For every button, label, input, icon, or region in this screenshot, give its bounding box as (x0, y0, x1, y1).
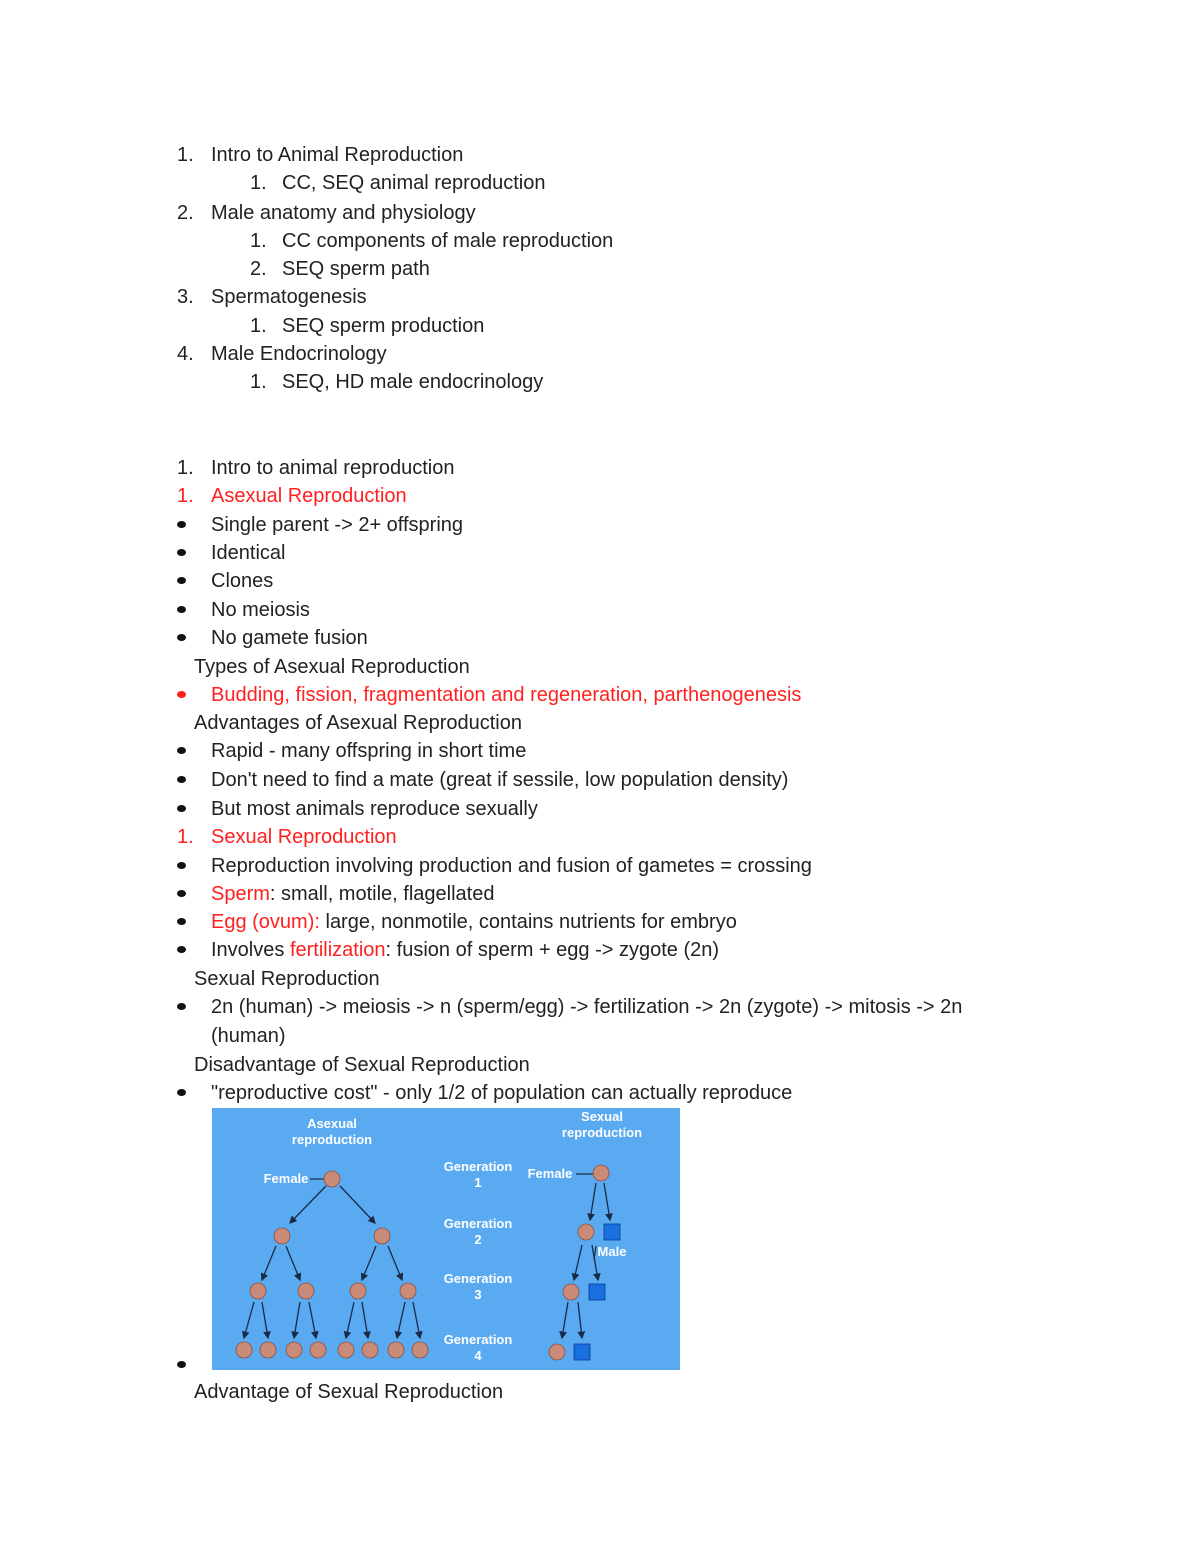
sexual-title: reproduction (561, 1125, 643, 1140)
female-individual (310, 1342, 326, 1358)
female-individual (578, 1224, 594, 1240)
outline-num: 1. (177, 144, 194, 166)
female-individual (350, 1283, 366, 1299)
term-egg: Egg (ovum): (211, 911, 320, 933)
bullet-icon (177, 1361, 186, 1368)
bullet-text-continued: (human) (211, 1025, 286, 1047)
female-individual (362, 1342, 378, 1358)
generation-label: Generation (443, 1332, 513, 1347)
reproduction-diagram (212, 1108, 680, 1370)
female-label: Female (527, 1166, 573, 1181)
outline-num: 2. (250, 258, 267, 280)
female-individual (412, 1342, 428, 1358)
male-individual (574, 1344, 590, 1360)
term-definition: large, nonmotile, contains nutrients for embryo (319, 911, 737, 933)
outline-num: 2. (177, 202, 194, 224)
bullet-icon (177, 862, 186, 869)
outline-num: 4. (177, 343, 194, 365)
female-individual (563, 1284, 579, 1300)
bullet-text: Rapid - many offspring in short time (211, 740, 527, 762)
outline-item: Male Endocrinology (211, 343, 387, 365)
bullet-text (211, 910, 737, 934)
outline-item: Male anatomy and physiology (211, 202, 476, 224)
sexual-heading: Sexual Reproduction (211, 826, 397, 848)
bullet-icon (177, 606, 186, 613)
section-heading: Intro to animal reproduction (211, 457, 455, 479)
bullet-text: "reproductive cost" - only 1/2 of population can actually reproduce (211, 1082, 793, 1104)
female-individual (260, 1342, 276, 1358)
bullet-icon (177, 918, 186, 925)
outline-subitem: CC, SEQ animal reproduction (282, 172, 546, 194)
bullet-icon (177, 890, 186, 897)
bullet-icon (177, 805, 186, 812)
subheading: Types of Asexual Reproduction (194, 656, 470, 678)
outline-num: 1. (250, 371, 267, 393)
female-individual (250, 1283, 266, 1299)
bullet-text: Clones (211, 570, 274, 592)
outline-num: 1. (250, 172, 267, 194)
outline-num: 1. (250, 230, 267, 252)
female-individual (236, 1342, 252, 1358)
bullet-text: Don't need to find a mate (great if sessile, low population density) (211, 769, 789, 791)
bullet-text (211, 882, 494, 906)
bullet-text: Reproduction involving production and fusion of gametes = crossing (211, 855, 812, 877)
bullet-icon (177, 1089, 186, 1096)
female-label: Female (263, 1171, 309, 1186)
outline-item: Intro to Animal Reproduction (211, 144, 464, 166)
female-individual (388, 1342, 404, 1358)
outline-subitem: SEQ, HD male endocrinology (282, 371, 544, 393)
bullet-text: 2n (human) -> meiosis -> n (sperm/egg) -> fertilization -> 2n (zygote) -> mitosis -> 2n (211, 996, 963, 1018)
subheading: Advantage of Sexual Reproduction (194, 1381, 504, 1403)
subheading: Advantages of Asexual Reproduction (194, 712, 522, 734)
section-num: 1. (177, 485, 194, 507)
bullet-icon (177, 521, 186, 528)
bullet-text: No meiosis (211, 599, 310, 621)
female-individual (549, 1344, 565, 1360)
section-num: 1. (177, 457, 194, 479)
generation-label: Generation (443, 1216, 513, 1231)
bullet-icon (177, 747, 186, 754)
male-individual (604, 1224, 620, 1240)
female-individual (274, 1228, 290, 1244)
outline-subitem: SEQ sperm path (282, 258, 430, 280)
outline-num: 1. (250, 315, 267, 337)
bullet-text: Single parent -> 2+ offspring (211, 514, 464, 536)
asexual-heading: Asexual Reproduction (211, 485, 407, 507)
female-individual (400, 1283, 416, 1299)
outline-subitem: SEQ sperm production (282, 315, 485, 337)
generation-label: Generation (443, 1271, 513, 1286)
bullet-icon (177, 776, 186, 783)
sexual-title: Sexual (581, 1109, 623, 1124)
generation-label: Generation (443, 1159, 513, 1174)
bullet-text: Budding, fission, fragmentation and regeneration, parthenogenesis (211, 684, 802, 706)
male-label: Male (597, 1244, 627, 1259)
bullet-text: But most animals reproduce sexually (211, 798, 538, 820)
generation-number: 1 (474, 1175, 482, 1190)
outline-item: Spermatogenesis (211, 286, 367, 308)
male-individual (589, 1284, 605, 1300)
asexual-title: Asexual (307, 1116, 357, 1131)
female-individual (338, 1342, 354, 1358)
bullet-icon (177, 1003, 186, 1010)
subheading: Sexual Reproduction (194, 968, 380, 990)
asexual-title: reproduction (291, 1132, 373, 1147)
female-individual (374, 1228, 390, 1244)
female-individual (298, 1283, 314, 1299)
bullet-icon (177, 549, 186, 556)
subheading: Disadvantage of Sexual Reproduction (194, 1054, 530, 1076)
bullet-icon (177, 634, 186, 641)
bullet-icon (177, 691, 186, 698)
term-sperm: Sperm (211, 883, 270, 905)
term-definition: : small, motile, flagellated (269, 883, 495, 905)
outline-subitem: CC components of male reproduction (282, 230, 614, 252)
female-individual (324, 1171, 340, 1187)
outline-num: 3. (177, 286, 194, 308)
term-definition: : fusion of sperm + egg -> zygote (2n) (385, 939, 720, 961)
bullet-icon (177, 946, 186, 953)
bullet-text: No gamete fusion (211, 627, 368, 649)
bullet-icon (177, 577, 186, 584)
section-num: 1. (177, 826, 194, 848)
text-segment: Involves (211, 939, 290, 961)
female-individual (593, 1165, 609, 1181)
term-fertilization: fertilization (289, 939, 386, 961)
female-individual (286, 1342, 302, 1358)
bullet-text (211, 938, 719, 962)
generation-number: 2 (474, 1232, 482, 1247)
generation-number: 3 (474, 1287, 482, 1302)
bullet-text: Identical (211, 542, 286, 564)
generation-number: 4 (474, 1348, 482, 1363)
